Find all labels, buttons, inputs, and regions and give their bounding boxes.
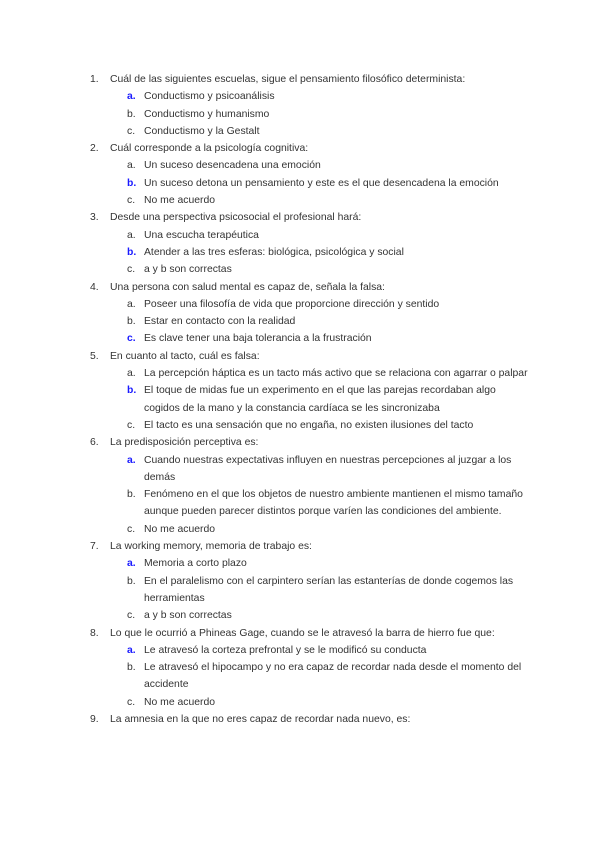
question-text: La working memory, memoria de trabajo es:	[110, 541, 312, 553]
question-text: Desde una perspectiva psicosocial el profesional hará:	[110, 212, 362, 224]
option-list	[90, 296, 530, 348]
question-text: La predisposición perceptiva es:	[110, 437, 259, 449]
answer-option	[127, 521, 530, 538]
option-list	[90, 642, 530, 711]
option-list	[90, 157, 530, 209]
option-letter: c.	[127, 419, 136, 431]
answer-option	[127, 659, 530, 694]
question-item	[90, 434, 530, 538]
question-text: La amnesia en la que no eres capaz de recordar nada nuevo, es:	[110, 713, 411, 725]
answer-option	[127, 486, 530, 521]
option-text: Conductismo y humanismo	[144, 108, 270, 120]
option-letter: b.	[127, 662, 136, 674]
correct-option-marker: a.	[127, 91, 136, 103]
answer-option	[127, 261, 530, 278]
option-text: Memoria a corto plazo	[144, 558, 247, 570]
option-list	[90, 88, 530, 140]
question-row	[90, 71, 530, 88]
option-letter: c.	[127, 696, 136, 708]
question-item	[90, 538, 530, 624]
question-row	[90, 279, 530, 296]
option-letter: b.	[127, 108, 136, 120]
option-text: Atender a las tres esferas: biológica, psicológica y social	[144, 246, 404, 258]
option-text: Cuando nuestras expectativas influyen en nuestras percepciones al juzgar a los demás	[144, 454, 512, 483]
answer-option	[127, 123, 530, 140]
option-letter: c.	[127, 125, 136, 137]
option-letter: b.	[127, 316, 136, 328]
question-number: 3.	[90, 212, 99, 224]
option-letter: c.	[127, 523, 136, 535]
option-text: La percepción háptica es un tacto más activo que se relaciona con agarrar o palpar	[144, 368, 528, 380]
question-row	[90, 538, 530, 555]
correct-option-marker: a.	[127, 644, 136, 656]
option-letter: b.	[127, 575, 136, 587]
option-letter: c.	[127, 195, 136, 207]
correct-option-marker: b.	[127, 246, 137, 258]
answer-option	[127, 192, 530, 209]
option-letter: a.	[127, 298, 136, 310]
answer-option	[127, 382, 530, 417]
option-text: Una escucha terapéutica	[144, 229, 259, 241]
answer-option	[127, 88, 530, 105]
option-text: El toque de midas fue un experimento en el que las parejas recordaban algo cogidos de la mano y la constancia cardíaca se les sincronizaba	[144, 385, 496, 414]
option-letter: a.	[127, 368, 136, 380]
option-text: El tacto es una sensación que no engaña, no existen ilusiones del tacto	[144, 419, 474, 431]
question-row	[90, 625, 530, 642]
correct-option-marker: a.	[127, 454, 136, 466]
option-list	[90, 452, 530, 538]
option-text: No me acuerdo	[144, 523, 216, 535]
question-text: En cuanto al tacto, cuál es falsa:	[110, 350, 260, 362]
option-list	[90, 365, 530, 434]
correct-option-marker: b.	[127, 177, 137, 189]
option-text: Conductismo y psicoanálisis	[144, 91, 275, 103]
option-text: No me acuerdo	[144, 696, 216, 708]
option-text: Un suceso desencadena una emoción	[144, 160, 321, 172]
option-text: Le atravesó el hipocampo y no era capaz de recordar nada desde el momento del accidente	[144, 662, 522, 691]
question-number: 9.	[90, 713, 99, 725]
option-text: Le atravesó la corteza prefrontal y se le modificó su conducta	[144, 644, 427, 656]
option-list	[90, 555, 530, 624]
option-text: En el paralelismo con el carpintero serían las estanterías de donde cogemos las herramientas	[144, 575, 514, 604]
answer-option	[127, 555, 530, 572]
option-letter: b.	[127, 489, 136, 501]
question-item	[90, 209, 530, 278]
answer-option	[127, 157, 530, 174]
question-row	[90, 711, 530, 728]
question-number: 2.	[90, 143, 99, 155]
question-row	[90, 434, 530, 451]
answer-option	[127, 452, 530, 487]
answer-option	[127, 694, 530, 711]
question-number: 1.	[90, 74, 99, 85]
question-item	[90, 348, 530, 434]
question-row	[90, 140, 530, 157]
answer-option	[127, 227, 530, 244]
question-number: 7.	[90, 541, 99, 553]
answer-option	[127, 106, 530, 123]
question-item	[90, 711, 530, 728]
answer-option	[127, 330, 530, 347]
question-item	[90, 625, 530, 711]
option-text: No me acuerdo	[144, 195, 216, 207]
correct-option-marker: a.	[127, 558, 136, 570]
option-letter: a.	[127, 160, 136, 172]
answer-option	[127, 313, 530, 330]
option-text: Estar en contacto con la realidad	[144, 316, 296, 328]
answer-option	[127, 417, 530, 434]
option-text: Fenómeno en el que los objetos de nuestro ambiente mantienen el mismo tamaño aunque pueden parecer distintos porque varíen las condiciones del ambiente.	[144, 489, 523, 518]
question-row	[90, 209, 530, 226]
answer-option	[127, 296, 530, 313]
option-text: Conductismo y la Gestalt	[144, 125, 260, 137]
question-number: 8.	[90, 627, 99, 639]
answer-option	[127, 175, 530, 192]
question-text: Cuál corresponde a la psicología cognitiva:	[110, 143, 309, 155]
question-item	[90, 140, 530, 209]
option-text: Es clave tener una baja tolerancia a la frustración	[144, 333, 372, 345]
answer-option	[127, 365, 530, 382]
option-text: a y b son correctas	[144, 610, 232, 622]
option-letter: c.	[127, 610, 136, 622]
question-item	[90, 71, 530, 140]
option-letter: a.	[127, 229, 136, 241]
question-number: 4.	[90, 281, 99, 293]
question-item	[90, 279, 530, 348]
question-number: 6.	[90, 437, 99, 449]
answer-option	[127, 607, 530, 624]
answer-option	[127, 642, 530, 659]
question-number: 5.	[90, 350, 99, 362]
option-list	[90, 227, 530, 279]
option-text: Un suceso detona un pensamiento y este es el que desencadena la emoción	[144, 177, 499, 189]
answer-option	[127, 573, 530, 608]
question-text: Lo que le ocurrió a Phineas Gage, cuando se le atravesó la barra de hierro fue que:	[110, 627, 495, 639]
option-text: a y b son correctas	[144, 264, 232, 276]
option-letter: c.	[127, 264, 136, 276]
question-row	[90, 348, 530, 365]
option-text: Poseer una filosofía de vida que proporcione dirección y sentido	[144, 298, 440, 310]
question-list	[90, 71, 530, 728]
question-text: Una persona con salud mental es capaz de, señala la falsa:	[110, 281, 385, 293]
correct-option-marker: c.	[127, 333, 136, 345]
question-text: Cuál de las siguientes escuelas, sigue el pensamiento filosófico determinista:	[110, 74, 466, 85]
correct-option-marker: b.	[127, 385, 137, 397]
answer-option	[127, 244, 530, 261]
